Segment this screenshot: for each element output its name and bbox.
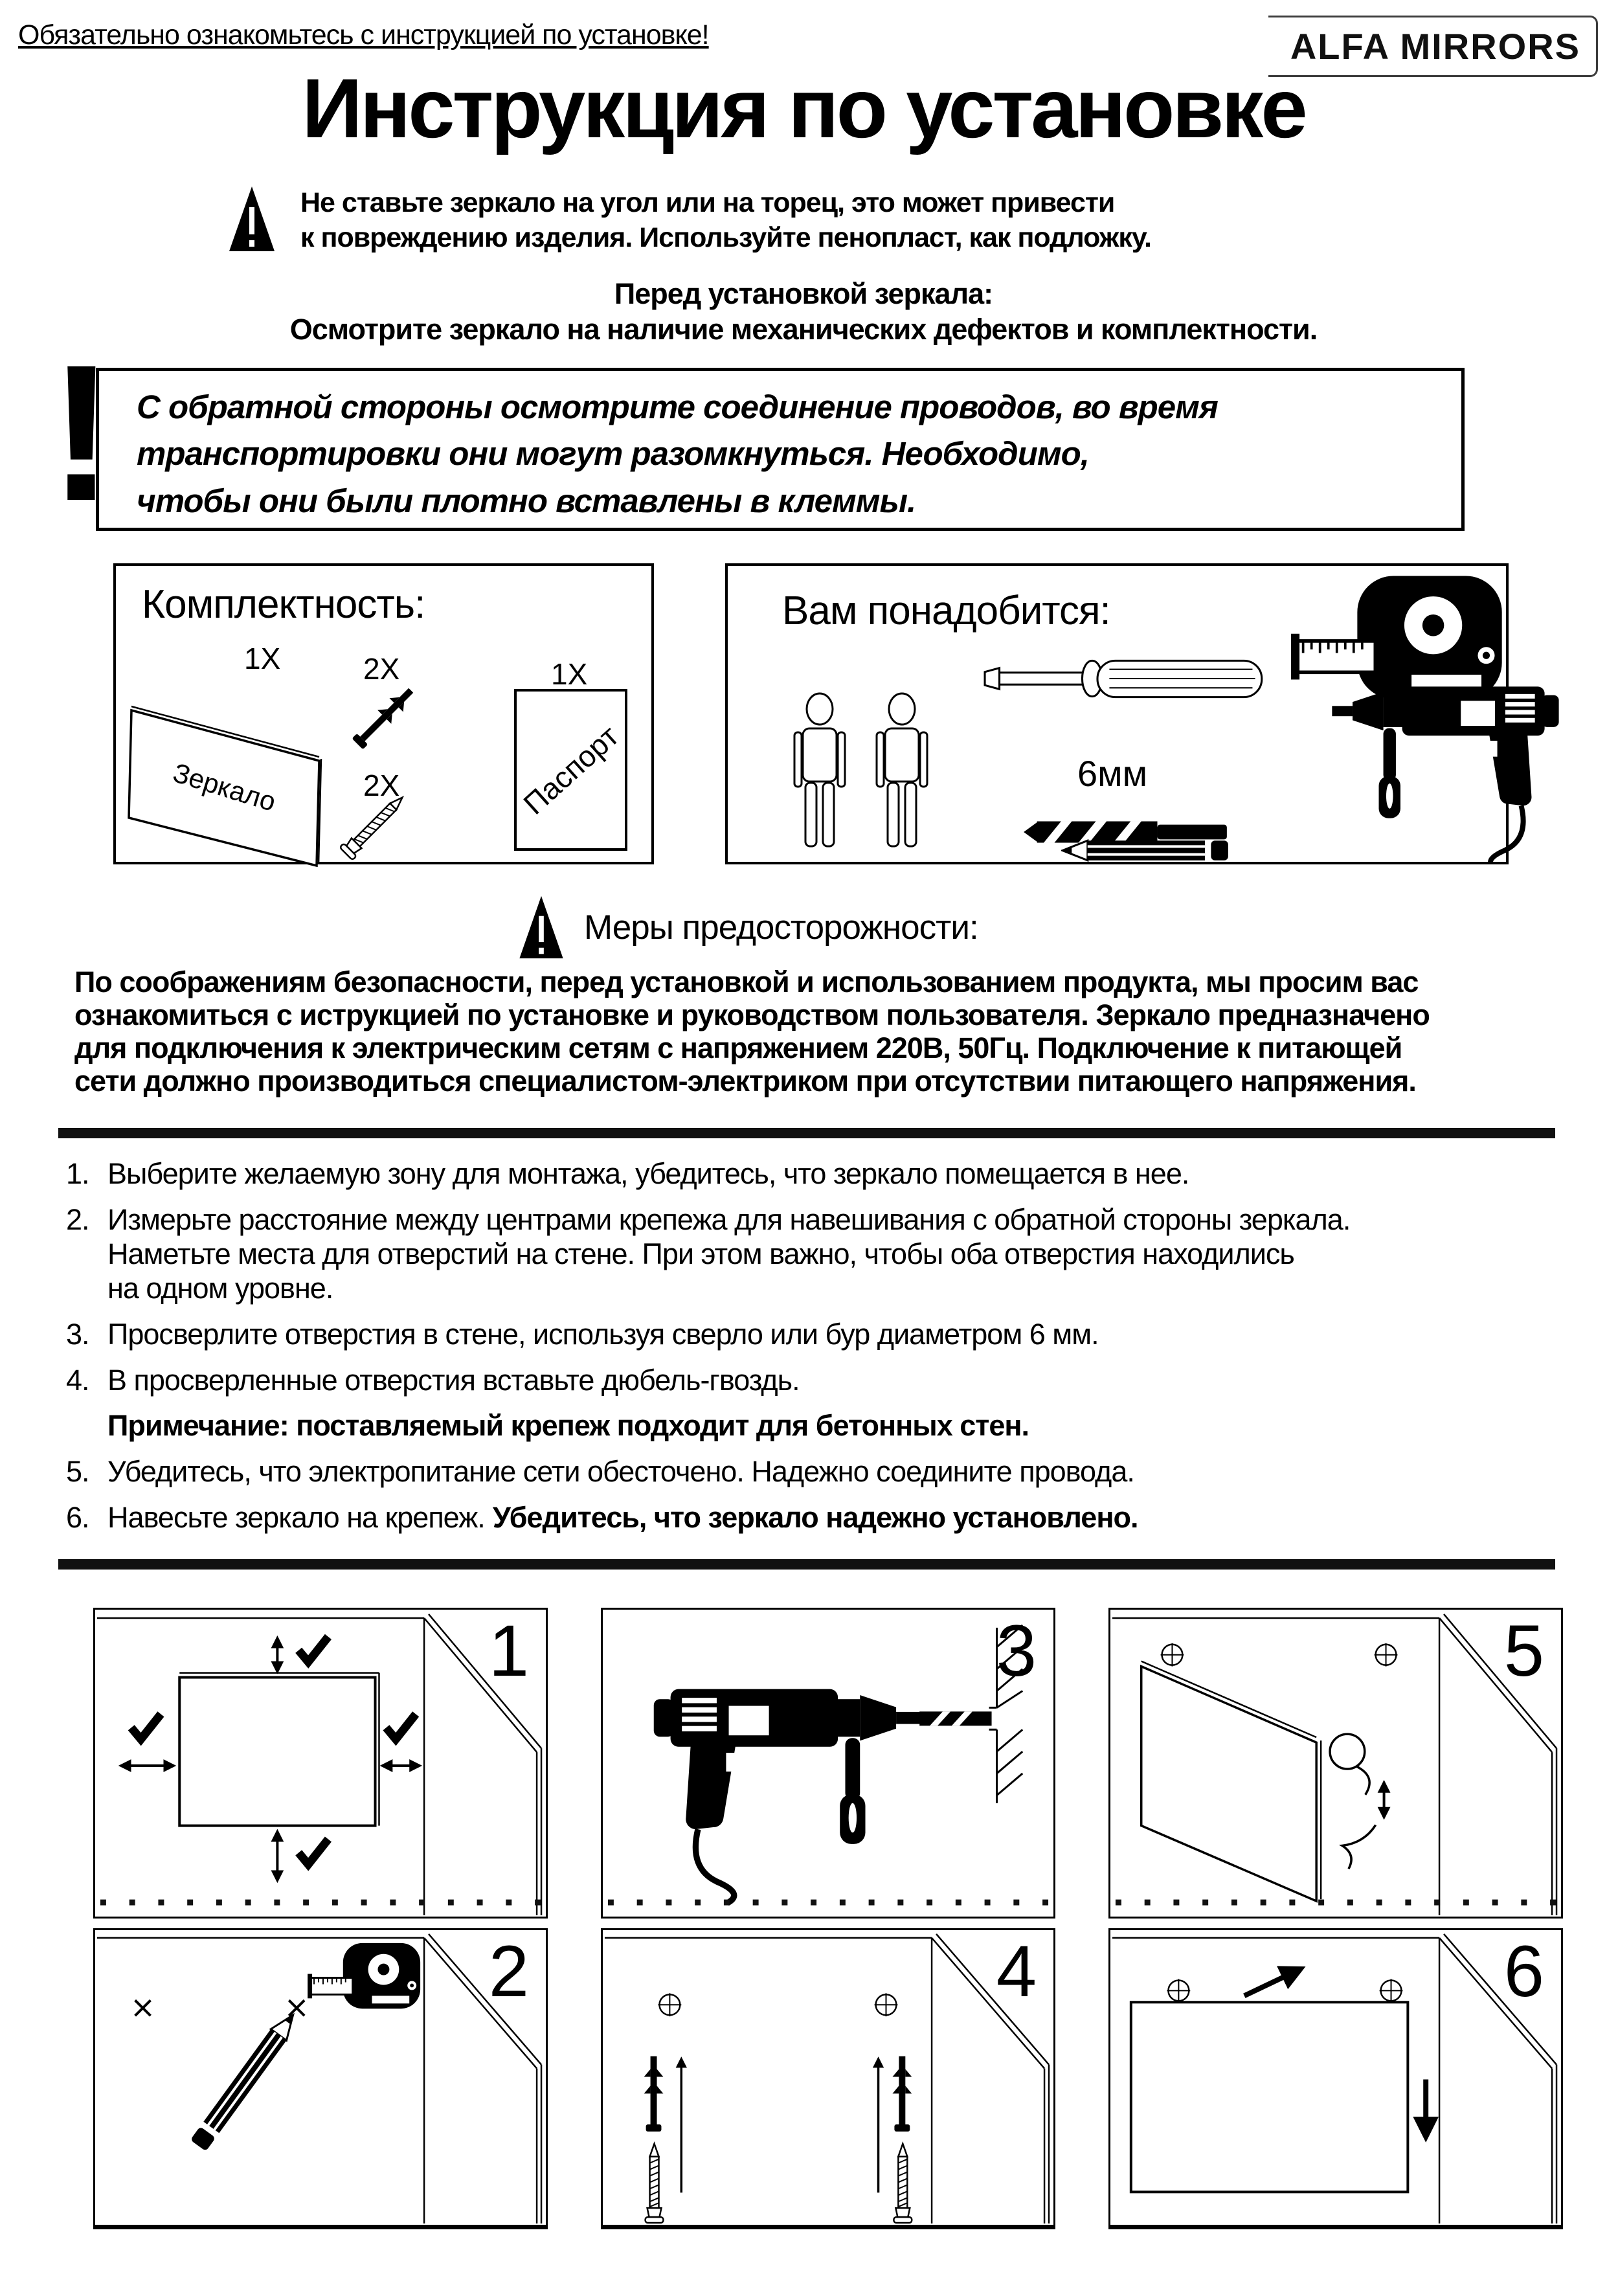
passport-booklet — [514, 689, 627, 851]
exclamation-mark: ! — [49, 324, 114, 541]
step-3: 3. Просверлите отверстия в стене, используя сверло или бур диаметром 6 мм. — [66, 1318, 1099, 1351]
mirror-icon — [124, 673, 341, 867]
page-title: Инструкция по установке — [302, 61, 1305, 155]
diagram-6-drawing — [1110, 1930, 1561, 2225]
diagram-panel-6 — [1108, 1928, 1563, 2229]
diagram-panel-3 — [601, 1608, 1055, 1919]
kit-title: Комплектность: — [142, 582, 425, 627]
tools-needed-box — [725, 563, 1509, 864]
handling-warning-text: Не ставьте зеркало на угол или на торец, это может привести к повреждению изделия. Используйте пенопласт, как подложку. — [300, 187, 1151, 254]
step-4-note: Примечание: поставляемый крепеж подходит для бетонных стен. — [107, 1408, 1029, 1442]
drill-bit-size: 6мм — [1077, 753, 1148, 794]
tools-title: Вам понадобится: — [782, 589, 1110, 633]
dowel-icon — [344, 677, 424, 758]
kit-contents-box — [113, 563, 654, 864]
transport-warning-box — [96, 368, 1465, 531]
handling-warning — [228, 185, 1151, 255]
mirror-label: Зеркало — [169, 757, 280, 817]
before-install-title: Перед установкой зеркала: — [614, 277, 993, 310]
installation-steps — [66, 1156, 1555, 1546]
dowel-qty: 2X — [363, 652, 400, 686]
diagram-5-drawing — [1110, 1610, 1561, 1917]
diagram-4-drawing — [603, 1930, 1053, 2225]
diagram-3-drawing — [603, 1610, 1053, 1917]
step-5: 5. Убедитесь, что электропитание сети обесточено. Надежно соедините провода. — [66, 1454, 1134, 1488]
top-note: Обязательно ознакомьтесь с инструкцией по установке! — [18, 19, 709, 51]
two-people-icon — [785, 692, 956, 858]
pencil-icon — [1061, 837, 1233, 864]
passport-qty: 1X — [551, 657, 588, 691]
step-6: 6. Навесьте зеркало на крепеж. Убедитесь, что зеркало надежно установлено. — [66, 1500, 1138, 1534]
diagram-1-drawing — [95, 1610, 546, 1917]
diagram-number: 2 — [488, 1931, 529, 2012]
screw-icon — [330, 787, 420, 865]
precautions-title: Меры предосторожности: — [584, 908, 978, 947]
warning-triangle-icon — [518, 895, 565, 960]
transport-warning-text: С обратной стороны осмотрите соединение проводов, во время транспортировки они могут разомкнуться. Необходимо, чтобы они были плотно вставлены в клеммы. — [137, 388, 1218, 519]
precautions-text: По соображениям безопасности, перед установкой и использованием продукта, мы просим вас ознакомиться с иструкцией по установке и руководством пользователя. Зеркало предназначено для подключения к электрическим сетям с напряжением 220В, 50Гц. Подключение к питающей сети должно производиться специалистом-электриком при отсутствии питающего напряжения. — [74, 965, 1430, 1097]
step-1: 1. Выберите желаемую зону для монтажа, убедитесь, что зеркало помещается в нее. — [66, 1157, 1189, 1190]
drill-icon — [1318, 655, 1577, 864]
diagram-panel-2 — [93, 1928, 548, 2229]
before-install-text: Осмотрите зеркало на наличие механических дефектов и комплектности. — [289, 313, 1318, 346]
diagram-panel-1 — [93, 1608, 548, 1919]
diagram-number: 1 — [488, 1610, 529, 1691]
step-4: 4. В просверленные отверстия вставьте дюбель-гвоздь. Примечание: поставляемый крепеж подходит для бетонных стен. — [66, 1363, 1555, 1442]
step-2: 2. Измерьте расстояние между центрами крепежа для навешивания с обратной стороны зеркала. Наметьте места для отверстий на стене. При этом важно, чтобы оба отверстия находились на одном уровне. — [66, 1203, 1351, 1305]
diagram-number: 3 — [996, 1610, 1037, 1691]
warning-triangle-icon — [228, 185, 276, 253]
mirror-qty: 1X — [244, 642, 281, 675]
diagram-panel-4 — [601, 1928, 1055, 2229]
screw-qty: 2X — [363, 769, 400, 802]
diagram-number: 6 — [1503, 1931, 1544, 2012]
screwdriver-icon — [983, 638, 1268, 719]
precautions-heading — [518, 895, 978, 960]
diagram-2-drawing — [95, 1930, 546, 2225]
diagram-panel-5 — [1108, 1608, 1563, 1919]
diagram-number: 4 — [996, 1931, 1037, 2012]
diagram-number: 5 — [1503, 1610, 1544, 1691]
brand-text: ALFA MIRRORS — [1290, 26, 1580, 67]
divider-bar — [58, 1128, 1555, 1138]
divider-bar — [58, 1559, 1555, 1570]
passport-label: Паспорт — [517, 719, 625, 821]
